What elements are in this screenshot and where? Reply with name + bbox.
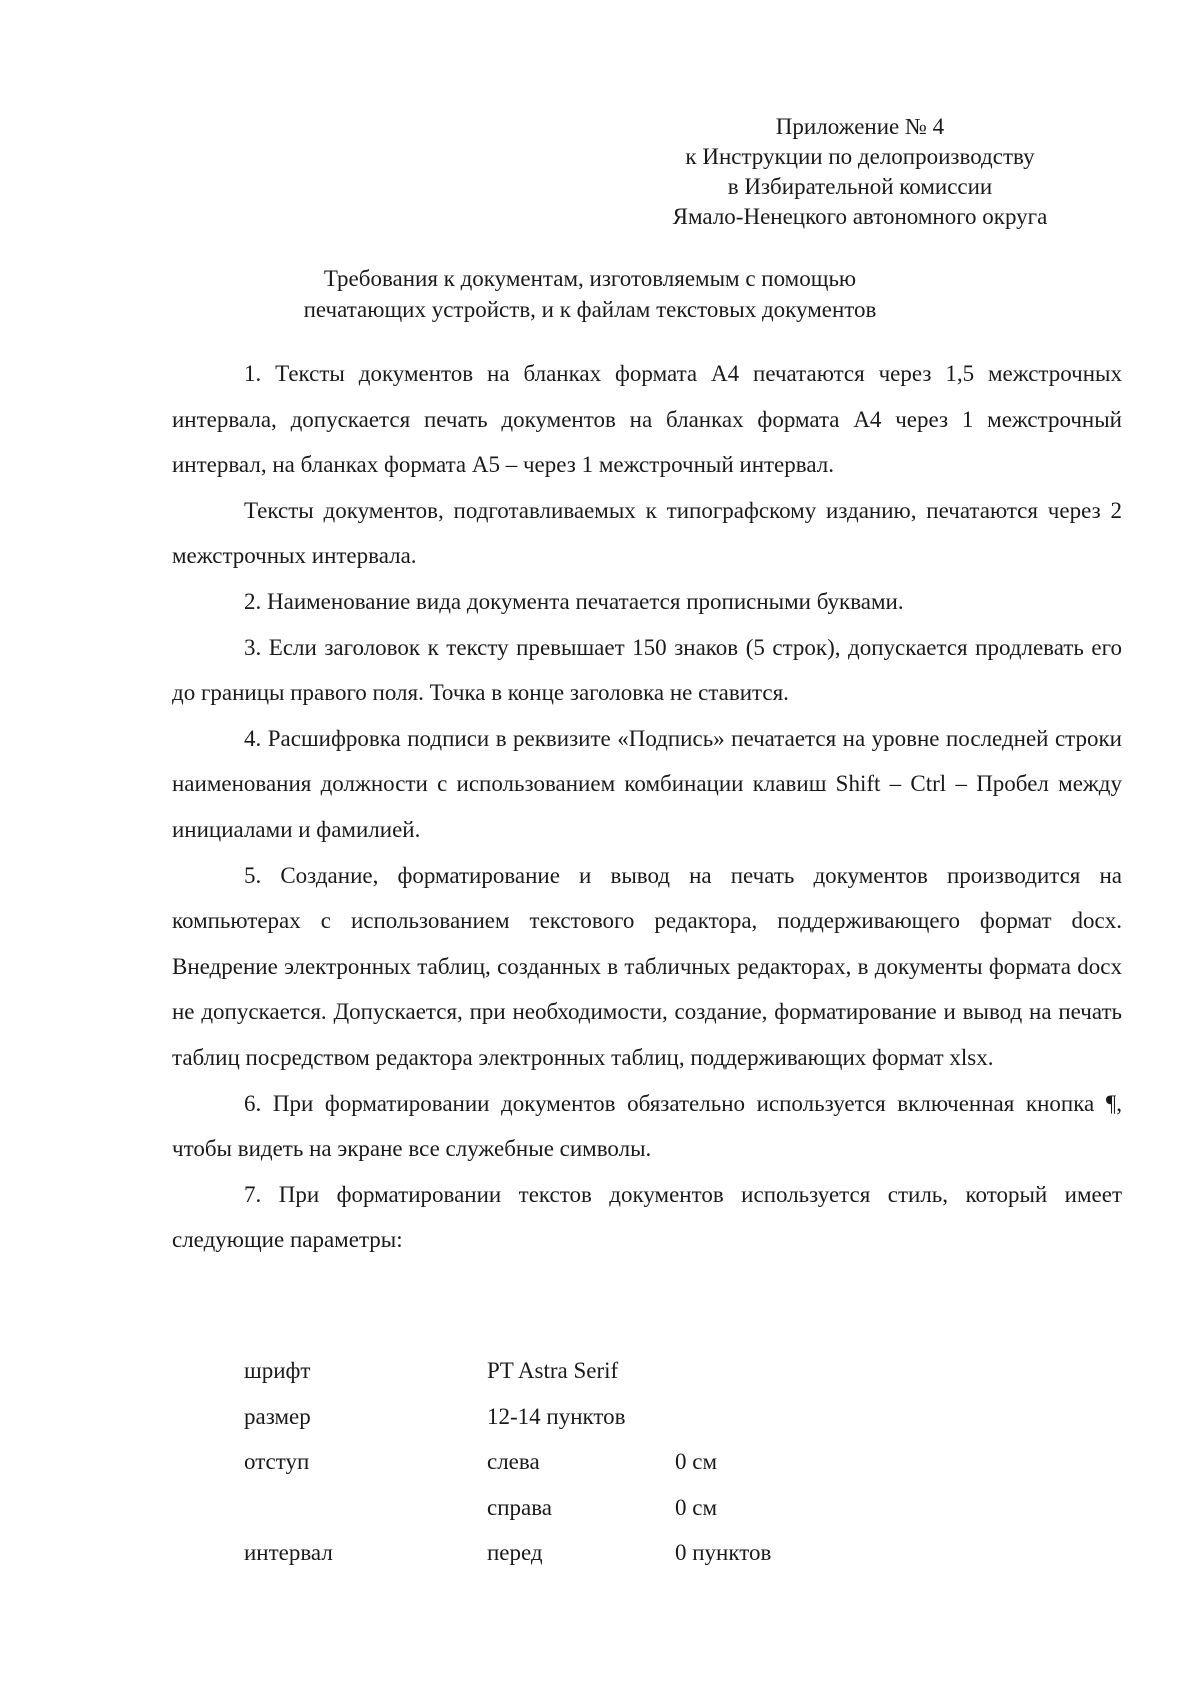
param-name: отступ xyxy=(244,1449,310,1475)
paragraph-1-continued: Тексты документов, подготавливаемых к типографскому изданию, печатаются через 2 межстрочных интервала. xyxy=(172,497,1122,569)
appendix-line-instruction: к Инструкции по делопроизводству xyxy=(685,144,1035,169)
param-value: 0 пунктов xyxy=(675,1540,772,1566)
param-name: интервал xyxy=(244,1540,333,1566)
paragraph-5: 5. Создание, форматирование и вывод на печать документов производится на компьютерах с использованием текстового редактора, поддерживающего формат docx. Внедрение электронных таблиц, созданных в табличных редакторах, в документы формата docx не допускается. Допускается, при необходимости, создание, форматирование и вывод на печать таблиц посредством редактора электронных таблиц, поддерживающих формат xlsx. xyxy=(172,862,1122,1070)
param-name xyxy=(244,1485,487,1531)
param-name: размер xyxy=(244,1403,311,1429)
document-title xyxy=(200,263,980,325)
param-sub: слева xyxy=(487,1449,540,1475)
paragraph-1: 1. Тексты документов на бланках формата А4 печатаются через 1,5 межстрочных интервала, допускается печать документов на бланках формата А4 через 1 межстрочный интервал, на бланках формата А5 – через 1 межстрочный интервал. xyxy=(172,361,1122,478)
param-row-spacing-before xyxy=(244,1530,875,1576)
paragraph-3: 3. Если заголовок к тексту превышает 150 знаков (5 строк), допускается продлевать его до границы правого поля. Точка в конце заголовка не ставится. xyxy=(172,634,1122,706)
param-name: шрифт xyxy=(244,1358,311,1383)
paragraph-7: 7. При форматировании текстов документов используется стиль, который имеет следующие параметры: xyxy=(172,1181,1122,1253)
param-row-indent-left xyxy=(244,1439,875,1485)
paragraph-6: 6. При форматировании документов обязательно используется включенная кнопка ¶, чтобы видеть на экране все служебные символы. xyxy=(172,1090,1122,1162)
param-row-size xyxy=(244,1394,875,1440)
param-value: 0 см xyxy=(675,1449,718,1475)
appendix-header xyxy=(600,112,1120,232)
param-row-indent-right xyxy=(244,1485,875,1531)
param-sub: PT Astra Serif xyxy=(487,1358,619,1383)
param-sub: перед xyxy=(487,1540,543,1566)
style-parameters-table xyxy=(244,1348,875,1576)
param-row-font xyxy=(244,1348,875,1394)
param-value xyxy=(675,1348,875,1394)
title-line-2: печатающих устройств, и к файлам текстовых документов xyxy=(303,297,877,322)
appendix-line-commission: в Избирательной комиссии xyxy=(727,174,993,199)
paragraph-2: 2. Наименование вида документа печатается прописными буквами. xyxy=(244,588,904,614)
param-sub: 12-14 пунктов xyxy=(487,1403,626,1429)
paragraph-4: 4. Расшифровка подписи в реквизите «Подпись» печатается на уровне последней строки наименования должности с использованием комбинации клавиш Shift – Ctrl – Пробел между инициалами и фамилией. xyxy=(172,725,1122,842)
appendix-line-region: Ямало-Ненецкого автономного округа xyxy=(672,204,1048,229)
document-body xyxy=(172,351,1122,1263)
appendix-line-number: Приложение № 4 xyxy=(775,114,945,139)
param-value: 0 см xyxy=(675,1494,718,1520)
param-sub: справа xyxy=(487,1494,552,1520)
param-value xyxy=(675,1394,875,1440)
title-line-1: Требования к документам, изготовляемым с помощью xyxy=(323,266,857,291)
